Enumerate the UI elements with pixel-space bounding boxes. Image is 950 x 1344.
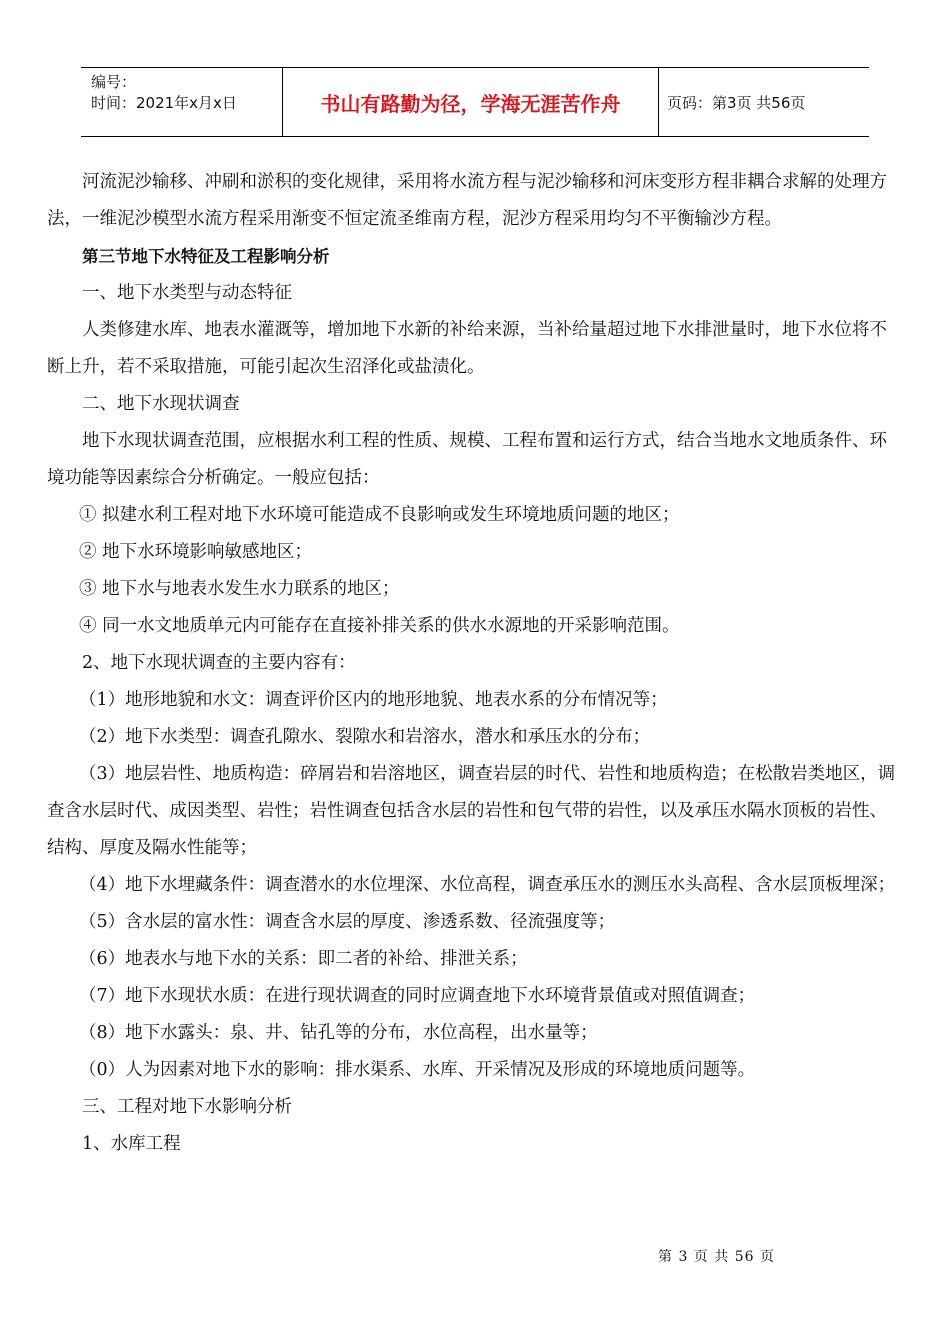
paragraph: 地下水现状调查范围，应根据水利工程的性质、规模、工程布置和运行方式，结合当地水文地质条件、环境功能等因素综合分析确定。一般应包括： (47, 431, 887, 488)
header-page-info: 页码：第3页 共56页 (667, 93, 806, 112)
paragraph: 人类修建水库、地表水灌溉等，增加地下水新的补给来源，当补给量超过地下水排泄量时，地下水位将不断上升，若不采取措施，可能引起次生沼泽化或盐渍化。 (47, 320, 887, 377)
header-meta (81, 68, 283, 136)
header-motto: 书山有路勤为径，学海无涯苦作舟 (283, 68, 659, 136)
list-item: （1）地形地貌和水文：调查评价区内的地形地貌、地表水系的分布情况等； (79, 690, 668, 710)
heading: 二、地下水现状调查 (82, 394, 240, 414)
time-label: 时间：2021年x月x日 (91, 94, 237, 112)
list-item: ③ 地下水与地表水发生水力联系的地区； (79, 579, 400, 599)
document-header (81, 67, 869, 137)
list-item: （6）地表水与地下水的关系：即二者的补给、排泄关系； (79, 949, 528, 969)
paragraph: 河流泥沙输移、冲刷和淤积的变化规律，采用将水流方程与泥沙输移和河床变形方程非耦合求解的处理方法，一维泥沙模型水流方程采用渐变不恒定流圣维南方程，泥沙方程采用均匀不平衡输沙方程。 (47, 172, 887, 229)
list-item: ② 地下水环境影响敏感地区； (79, 542, 313, 562)
list-item: （7）地下水现状水质：在进行现状调查的同时应调查地下水环境背景值或对照值调查； (79, 986, 756, 1006)
number-label: 编号： (91, 73, 137, 91)
heading: 1、水库工程 (82, 1134, 181, 1154)
list-item: ① 拟建水利工程对地下水环境可能造成不良影响或发生环境地质问题的地区； (79, 505, 680, 525)
list-item: （4）地下水埋藏条件：调查潜水的水位埋深、水位高程，调查承压水的测压水头高程、含水层顶板埋深； (79, 875, 896, 895)
list-item: （5）含水层的富水性：调查含水层的厚度、渗透系数、径流强度等； (79, 912, 616, 932)
list-item: （0）人为因素对地下水的影响：排水渠系、水库、开采情况及形成的环境地质问题等。 (79, 1060, 756, 1080)
heading: 三、工程对地下水影响分析 (82, 1097, 292, 1117)
page-footer: 第 3 页 共 56 页 (658, 1249, 775, 1265)
list-item: （3）地层岩性、地质构造：碎屑岩和岩溶地区，调查岩层的时代、岩性和地质构造；在松散岩类地区，调查含水层时代、成因类型、岩性；岩性调查包括含水层的岩性和包气带的岩性，以及承压水隔水顶板的岩性、结构、厚度及隔水性能等； (47, 764, 896, 858)
document-body (47, 164, 903, 1163)
list-item: （2）地下水类型：调查孔隙水、裂隙水和岩溶水，潜水和承压水的分布； (79, 727, 651, 747)
heading: 2、地下水现状调查的主要内容有： (82, 653, 356, 673)
heading: 一、地下水类型与动态特征 (82, 283, 292, 303)
section-title: 第三节地下水特征及工程影响分析 (82, 247, 330, 266)
list-item: （8）地下水露头：泉、井、钻孔等的分布，水位高程，出水量等； (79, 1023, 598, 1043)
list-item: ④ 同一水文地质单元内可能存在直接补排关系的供水水源地的开采影响范围。 (79, 616, 680, 636)
